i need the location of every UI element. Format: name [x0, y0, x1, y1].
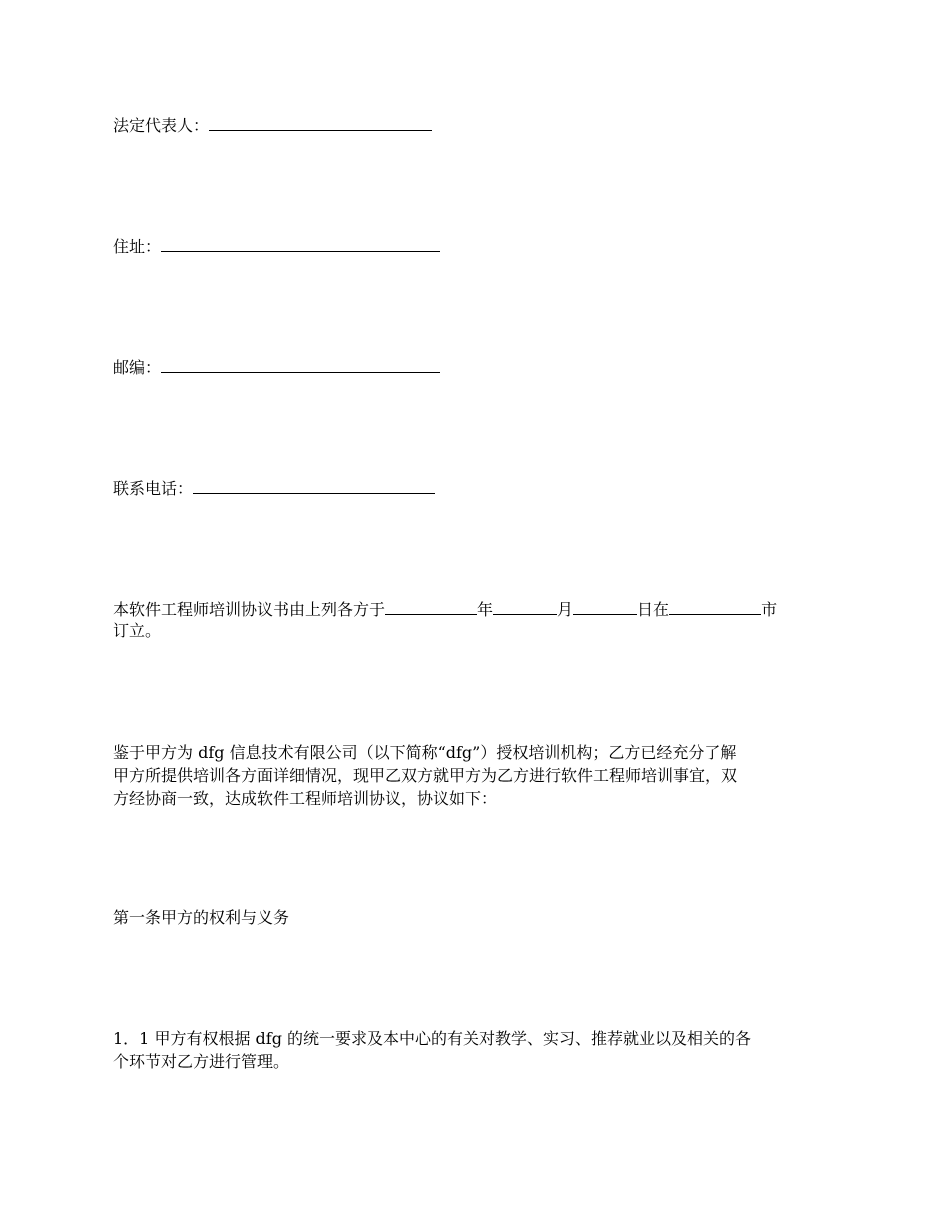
phone-field: [113, 477, 435, 500]
clause-1-1-line-1: 1．1 甲方有权根据 dfg 的统一要求及本中心的有关对教学、实习、推荐就业以及相关的各: [113, 1029, 752, 1048]
month-label: 月: [557, 600, 574, 619]
month-blank[interactable]: [493, 598, 557, 615]
postcode-field: [113, 356, 440, 379]
postcode-label: 邮编：: [113, 358, 162, 377]
address-label: 住址：: [113, 237, 162, 256]
day-blank[interactable]: [573, 598, 637, 615]
article-1-heading: 第一条甲方的权利与义务: [113, 908, 290, 927]
recital-line-1: 鉴于甲方为 dfg 信息技术有限公司（以下简称“dfg”）授权培训机构；乙方已经充分了解: [113, 743, 737, 762]
city-blank[interactable]: [669, 598, 761, 615]
recital-line-3: 方经协商一致，达成软件工程师培训协议，协议如下：: [113, 789, 498, 808]
address-blank[interactable]: [161, 235, 440, 252]
year-blank[interactable]: [385, 598, 477, 615]
recital-line-2: 甲方所提供培训各方面详细情况，现甲乙双方就甲方为乙方进行软件工程师培训事宜，双: [113, 766, 738, 785]
legal-rep-label: 法定代表人：: [113, 116, 210, 135]
legal-rep-field: [113, 114, 432, 137]
legal-rep-blank[interactable]: [209, 114, 432, 131]
address-field: [113, 235, 440, 258]
phone-label: 联系电话：: [113, 479, 194, 498]
year-label: 年: [477, 600, 494, 619]
clause-1-1-line-2: 个环节对乙方进行管理。: [113, 1052, 290, 1071]
signing-prefix: 本软件工程师培训协议书由上列各方于: [113, 600, 386, 619]
city-label: 市: [761, 600, 778, 619]
signing-line: [113, 598, 777, 621]
postcode-blank[interactable]: [161, 356, 440, 373]
phone-blank[interactable]: [193, 477, 435, 494]
signing-line-2: 订立。: [113, 621, 162, 640]
day-at-label: 日在: [637, 600, 670, 619]
